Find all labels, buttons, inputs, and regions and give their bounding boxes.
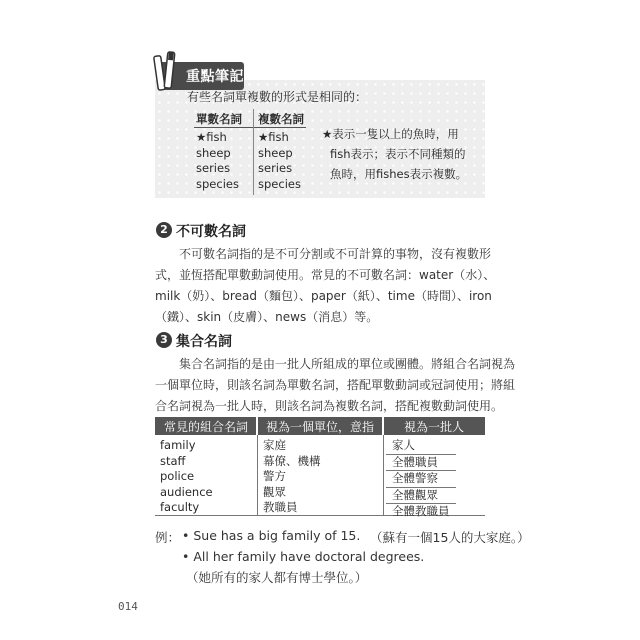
example-1-chinese: （蘇有一個15人的大家庭。） <box>370 530 530 545</box>
plural-item: ★fish <box>258 130 289 144</box>
paragraph-line: 一個單位時，則該名詞為單數名詞，搭配單數動詞或冠詞使用；將組 <box>155 378 516 392</box>
notes-intro: 有些名詞單複數的形式是相同的： <box>187 90 368 104</box>
page-number: 014 <box>118 600 138 613</box>
singular-list <box>196 130 239 192</box>
remark-line: 魚時，用fishes表示複數。 <box>330 167 468 181</box>
table-cell: 幕僚、機構 <box>263 453 321 468</box>
table-cell: 警方 <box>263 469 286 483</box>
section-2-number: 2 <box>156 222 172 238</box>
table-cell: 觀眾 <box>263 484 286 499</box>
table-header-people: 視為一批人 <box>404 420 465 434</box>
paragraph-line: 不可數名詞指的是不可分割或不可計算的事物，沒有複數形 <box>179 247 492 261</box>
notes-badge-label: 重點筆記 <box>186 69 244 85</box>
singular-item: species <box>196 176 239 191</box>
singular-item: ★fish <box>196 130 227 144</box>
table-cell: 家人 <box>386 438 456 455</box>
paragraph-line: （鐵）、skin（皮膚）、news（消息）等。 <box>155 310 379 324</box>
paragraph-line: 合名詞視為一批人時，則該名詞為複數名詞，搭配複數動詞使用。 <box>155 399 504 413</box>
pen-icon <box>150 48 186 94</box>
notes-table-rule <box>194 127 306 128</box>
singular-item: sheep <box>196 145 231 160</box>
plural-item: sheep <box>258 145 293 160</box>
table-cell: 全體警察 <box>386 471 456 488</box>
plural-item: series <box>258 161 293 175</box>
singular-header: 單數名詞 <box>196 112 242 126</box>
remark-line: ★表示一隻以上的魚時，用 <box>322 127 459 141</box>
table-cell: family <box>160 438 196 452</box>
paragraph-line: 式，並恆搭配單數動詞使用。常見的不可數名詞：water（水）、 <box>155 268 496 282</box>
example-1-english: • Sue has a big family of 15. <box>182 528 361 543</box>
table-cell: staff <box>160 453 186 468</box>
section-2-title: 不可數名詞 <box>176 224 246 240</box>
singular-item: series <box>196 161 231 175</box>
table-header-unit: 視為一個單位，意指 <box>266 420 375 434</box>
table-col-nouns <box>160 438 213 516</box>
plural-header: 複數名詞 <box>258 112 304 126</box>
table-cell: 教職員 <box>263 500 298 514</box>
section-3-paragraph <box>155 354 515 417</box>
example-label: 例： <box>155 530 181 545</box>
section-2-paragraph <box>155 244 495 328</box>
paragraph-line: 集合名詞指的是由一批人所組成的單位或團體。將組合名詞視為 <box>179 357 516 371</box>
table-divider <box>383 435 384 515</box>
table-cell: 全體觀眾 <box>386 488 456 505</box>
table-cell: police <box>160 469 195 483</box>
plural-item: species <box>258 176 301 191</box>
notes-remark <box>322 124 482 184</box>
table-divider <box>257 435 258 515</box>
section-3-number: 3 <box>156 332 172 348</box>
table-cell: audience <box>160 484 213 499</box>
notes-table-divider <box>253 109 254 195</box>
example-2-english: • All her family have doctoral degrees. <box>182 549 425 564</box>
paragraph-line: milk（奶）、bread（麵包）、paper（紙）、time（時間）、iron <box>155 289 492 303</box>
table-cell: 全體職員 <box>386 455 456 472</box>
table-col-unit <box>263 438 321 516</box>
remark-line: fish表示；表示不同種類的 <box>330 147 466 161</box>
table-cell: faculty <box>160 500 200 514</box>
plural-list <box>258 130 301 192</box>
table-cell: 家庭 <box>263 438 286 452</box>
section-3-title: 集合名詞 <box>176 334 232 350</box>
example-2-chinese: （她所有的家人都有博士學位。） <box>186 570 368 585</box>
table-header-noun: 常見的組合名詞 <box>164 420 249 434</box>
table-cell: 全體教職員 <box>392 504 450 518</box>
table-col-people <box>386 438 456 520</box>
